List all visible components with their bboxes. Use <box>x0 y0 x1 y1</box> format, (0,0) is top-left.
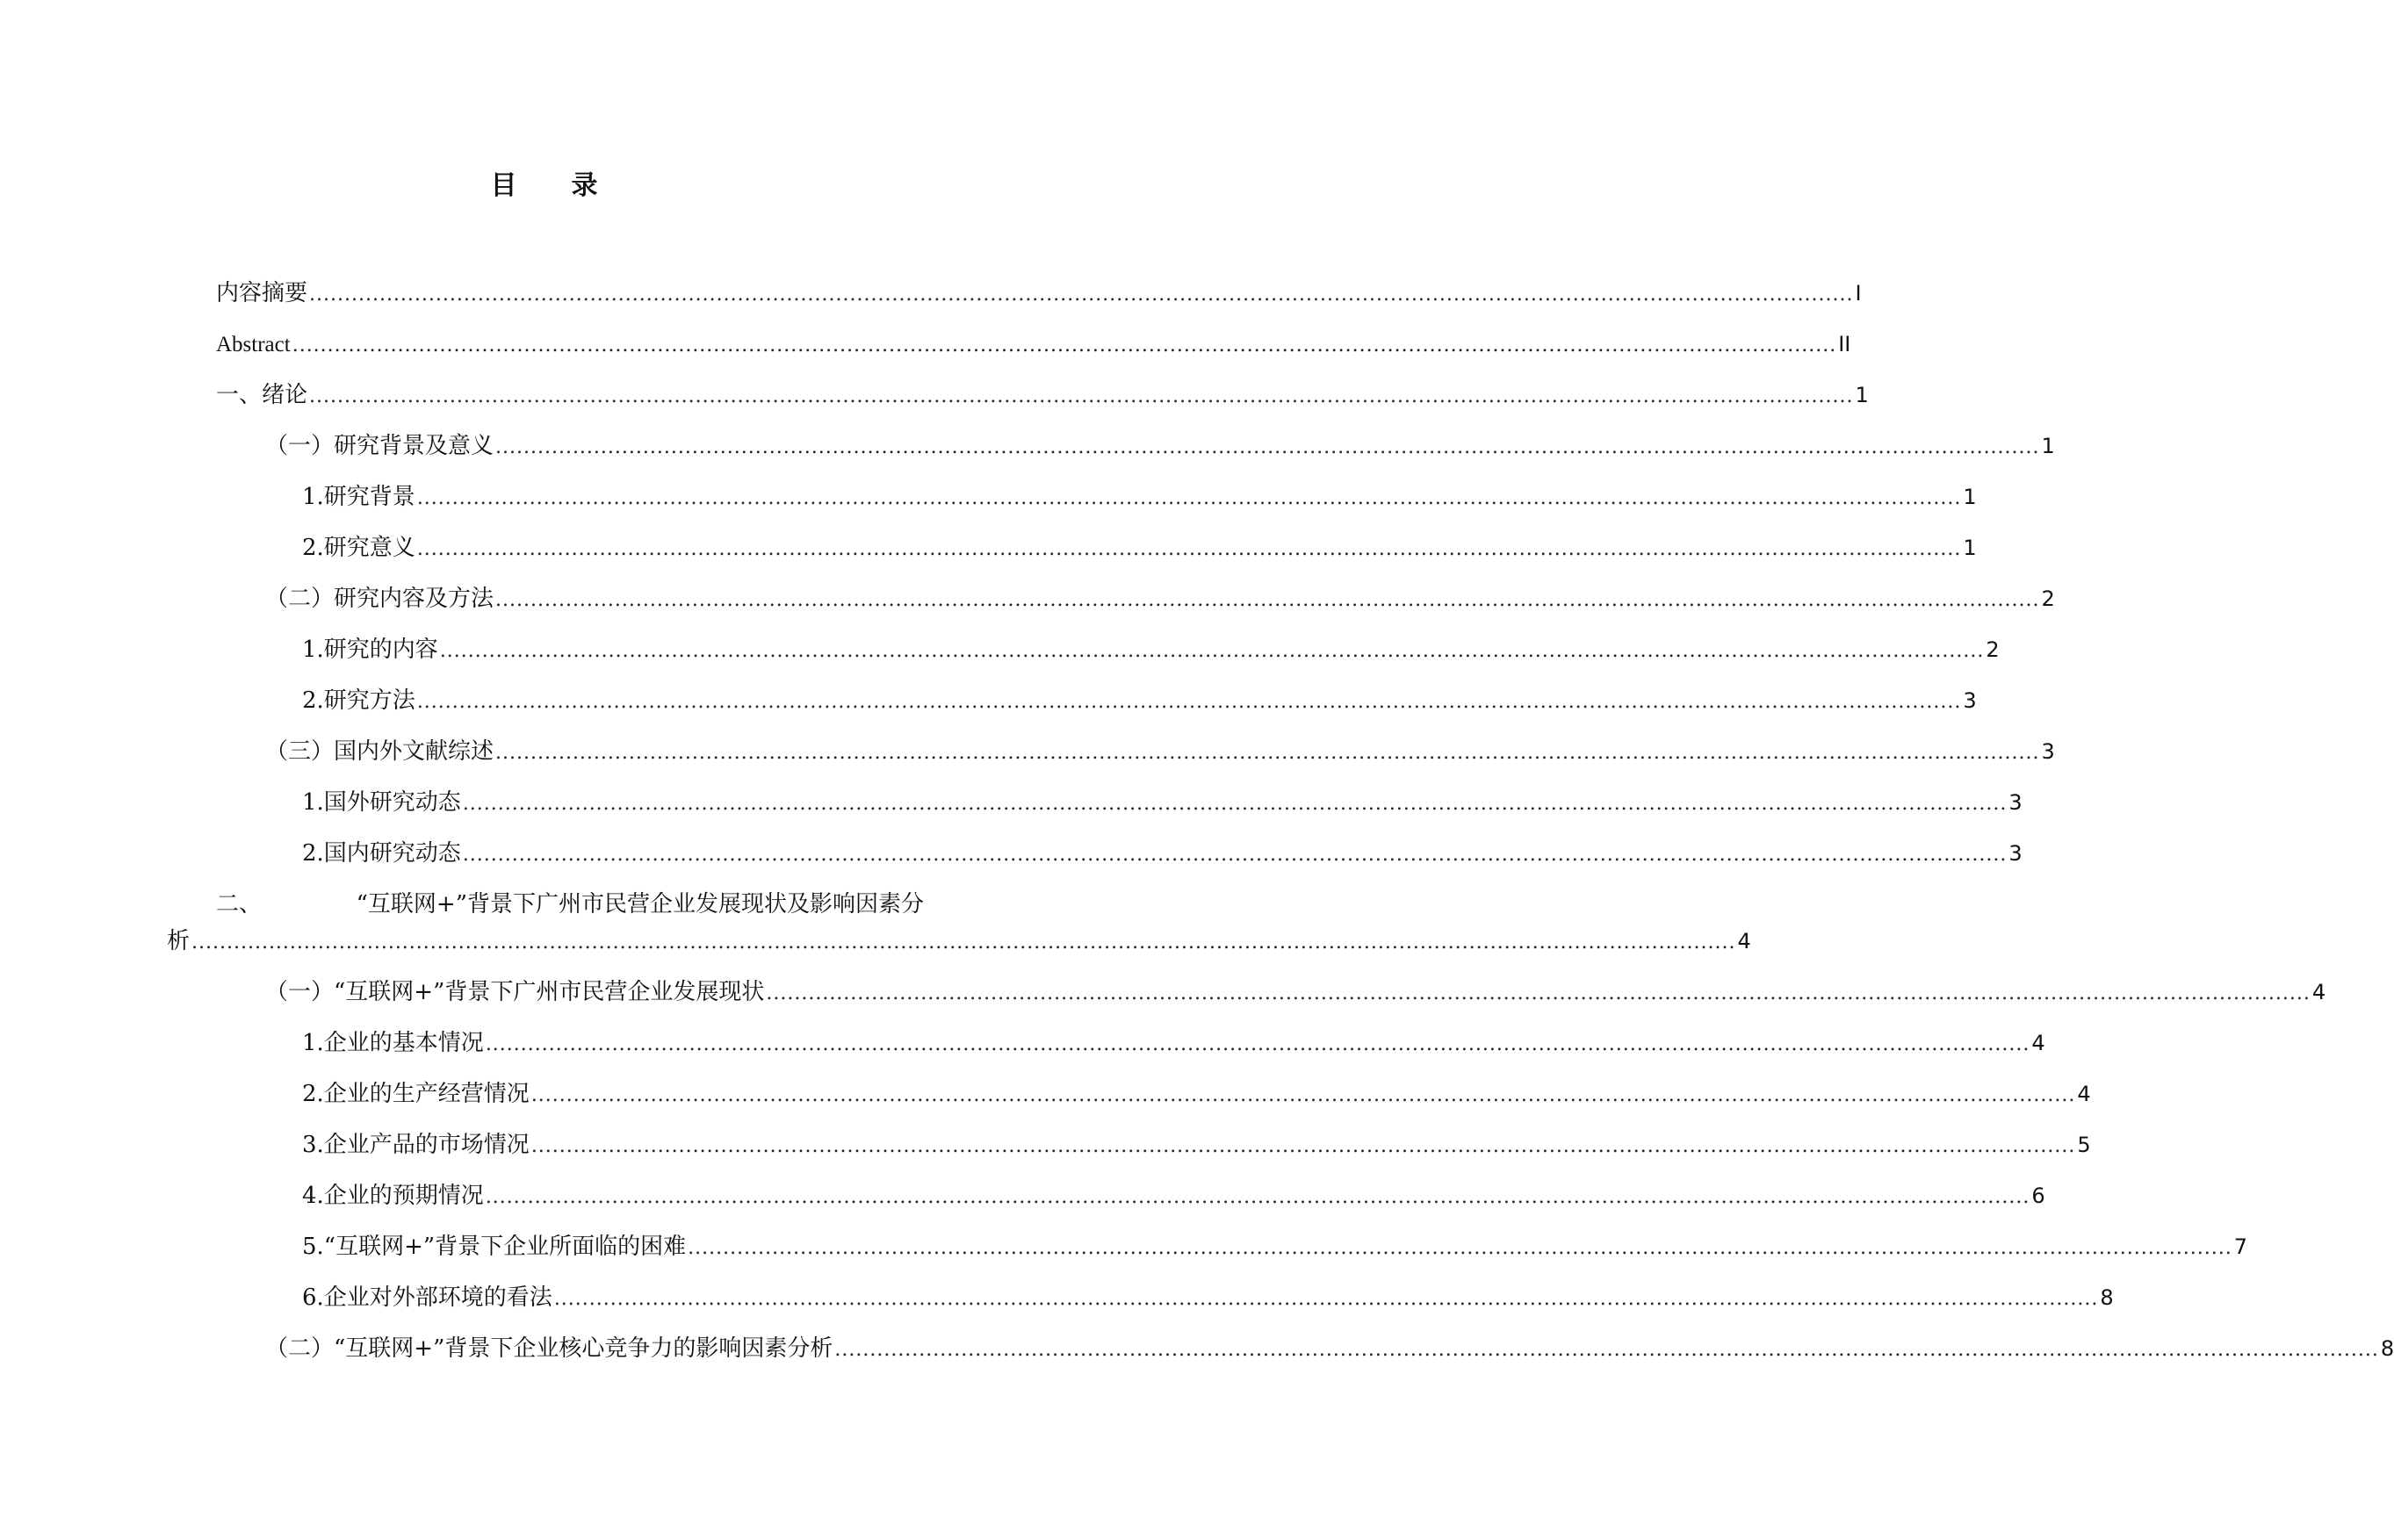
toc-entry-page: 4 <box>2077 1082 2091 1106</box>
toc-entry-section-2-2[interactable] <box>265 1331 2394 1366</box>
leader-dots: ............................................................................................................................................................................................................................ <box>688 1237 2232 1259</box>
toc-entry-subsection[interactable] <box>302 1025 2045 1061</box>
toc-entry-label: 1.研究背景 <box>302 484 415 510</box>
toc-entry-chapter-2-continued[interactable] <box>167 924 1751 959</box>
toc-entry-label: （一）“互联网+”背景下广州市民营企业发展现状 <box>265 979 765 1005</box>
page-title <box>0 169 1090 204</box>
toc-entry-label: 析 <box>167 928 191 954</box>
toc-entry-page: 1 <box>2041 434 2055 458</box>
leader-dots: ............................................................................................................................................................................................................................ <box>530 1135 2076 1157</box>
leader-dots: ............................................................................................................................................................................................................................ <box>553 1288 2099 1310</box>
toc-entry-page: 3 <box>2041 739 2055 764</box>
toc-entry-subsection[interactable] <box>302 1076 2091 1112</box>
leader-dots: ............................................................................................................................................................................................................................ <box>416 487 1962 509</box>
leader-dots: ............................................................................................................................................................................................................................ <box>834 1339 2379 1361</box>
toc-entry-chapter-1[interactable] <box>216 378 1869 413</box>
toc-entry-abstract-en[interactable] <box>216 327 1851 362</box>
toc-entry-page: 2 <box>1986 637 2000 662</box>
toc-entry-section-1-1[interactable] <box>265 428 2055 464</box>
leader-dots: ............................................................................................................................................................................................................................ <box>495 742 2040 764</box>
toc-entry-page: 8 <box>2380 1336 2394 1361</box>
toc-entry-label: 2.研究意义 <box>302 535 415 561</box>
toc-entry-section-2-1[interactable] <box>265 975 2326 1010</box>
toc-entry-subsection[interactable] <box>302 632 2000 667</box>
toc-entry-label: 5.“互联网+”背景下企业所面临的困难 <box>302 1234 687 1260</box>
toc-entry-page: 3 <box>1963 688 1977 713</box>
toc-entry-subsection[interactable] <box>302 1127 2091 1162</box>
toc-entry-label: 内容摘要 <box>216 280 308 306</box>
toc-entry-label: 6.企业对外部环境的看法 <box>302 1285 552 1311</box>
title-char-2: 录 <box>571 170 600 201</box>
toc-entry-subsection[interactable] <box>302 1280 2114 1315</box>
leader-dots: ............................................................................................................................................................................................................................ <box>309 385 1854 407</box>
toc-entry-subsection[interactable] <box>302 1178 2045 1213</box>
toc-entry-page: 5 <box>2077 1133 2091 1157</box>
toc-entry-page: 1 <box>1963 485 1977 509</box>
toc-entry-subsection[interactable] <box>302 530 1977 565</box>
leader-dots: ............................................................................................................................................................................................................................ <box>416 691 1962 713</box>
leader-dots: ............................................................................................................................................................................................................................ <box>495 436 2040 458</box>
toc-entry-label: （二）研究内容及方法 <box>265 586 494 612</box>
leader-dots: ............................................................................................................................................................................................................................ <box>439 640 1985 662</box>
leader-dots: ............................................................................................................................................................................................................................ <box>485 1033 2030 1055</box>
toc-entry-page: 7 <box>2233 1234 2247 1259</box>
toc-entry-chapter-2[interactable] <box>216 887 924 922</box>
toc-entry-page: 4 <box>2311 980 2326 1004</box>
toc-entry-page: 1 <box>1855 383 1869 407</box>
leader-dots: ............................................................................................................................................................................................................................ <box>191 932 1736 954</box>
toc-entry-subsection[interactable] <box>302 683 1977 718</box>
leader-dots: ............................................................................................................................................................................................................................ <box>485 1186 2030 1208</box>
toc-entry-label: “互联网+”背景下广州市民营企业发展现状及影响因素分 <box>356 891 924 918</box>
toc-entry-subsection[interactable] <box>302 785 2023 820</box>
leader-dots: ............................................................................................................................................................................................................................ <box>462 793 2008 815</box>
toc-entry-abstract-cn[interactable] <box>216 276 1862 311</box>
toc-entry-subsection[interactable] <box>302 479 1977 515</box>
leader-dots: ............................................................................................................................................................................................................................ <box>495 589 2040 611</box>
toc-entry-label: 1.研究的内容 <box>302 637 438 663</box>
title-char-1: 目 <box>490 170 519 201</box>
toc-entry-page: 4 <box>2031 1031 2045 1055</box>
toc-entry-label-prefix: 二、 <box>216 891 263 918</box>
toc-entry-subsection[interactable] <box>302 836 2023 871</box>
toc-entry-page: 3 <box>2008 790 2023 815</box>
toc-entry-page: 8 <box>2100 1285 2114 1310</box>
toc-entry-label: 3.企业产品的市场情况 <box>302 1132 530 1158</box>
leader-dots: ............................................................................................................................................................................................................................ <box>530 1084 2076 1106</box>
leader-dots: ............................................................................................................................................................................................................................ <box>309 284 1854 306</box>
toc-entry-section-1-2[interactable] <box>265 581 2055 616</box>
toc-entry-section-1-3[interactable] <box>265 734 2055 769</box>
leader-dots: ............................................................................................................................................................................................................................ <box>292 335 1837 356</box>
leader-dots: ............................................................................................................................................................................................................................ <box>462 844 2008 866</box>
toc-entry-label: 2.国内研究动态 <box>302 840 461 867</box>
toc-entry-label: （一）研究背景及意义 <box>265 433 494 459</box>
toc-entry-label: 1.企业的基本情况 <box>302 1030 484 1056</box>
toc-entry-page: II <box>1838 332 1851 356</box>
toc-entry-label: 4.企业的预期情况 <box>302 1183 484 1209</box>
toc-entry-label: Abstract <box>216 333 291 356</box>
toc-entry-subsection[interactable] <box>302 1229 2247 1264</box>
leader-dots: ............................................................................................................................................................................................................................ <box>416 538 1962 560</box>
toc-entry-label: 2.研究方法 <box>302 687 415 714</box>
toc-entry-page: 6 <box>2031 1184 2045 1208</box>
toc-entry-label: 1.国外研究动态 <box>302 789 461 816</box>
toc-entry-page: 3 <box>2008 841 2023 866</box>
toc-entry-label: （三）国内外文献综述 <box>265 738 494 765</box>
toc-entry-label: （二）“互联网+”背景下企业核心竞争力的影响因素分析 <box>265 1335 833 1362</box>
toc-entry-page: 4 <box>1737 929 1751 954</box>
toc-entry-page: 1 <box>1963 536 1977 560</box>
toc-entry-label: 2.企业的生产经营情况 <box>302 1081 530 1107</box>
toc-entry-page: I <box>1855 281 1862 306</box>
toc-entry-label: 一、绪论 <box>216 382 308 408</box>
toc-entry-page: 2 <box>2041 586 2055 611</box>
leader-dots: ............................................................................................................................................................................................................................ <box>766 982 2311 1004</box>
